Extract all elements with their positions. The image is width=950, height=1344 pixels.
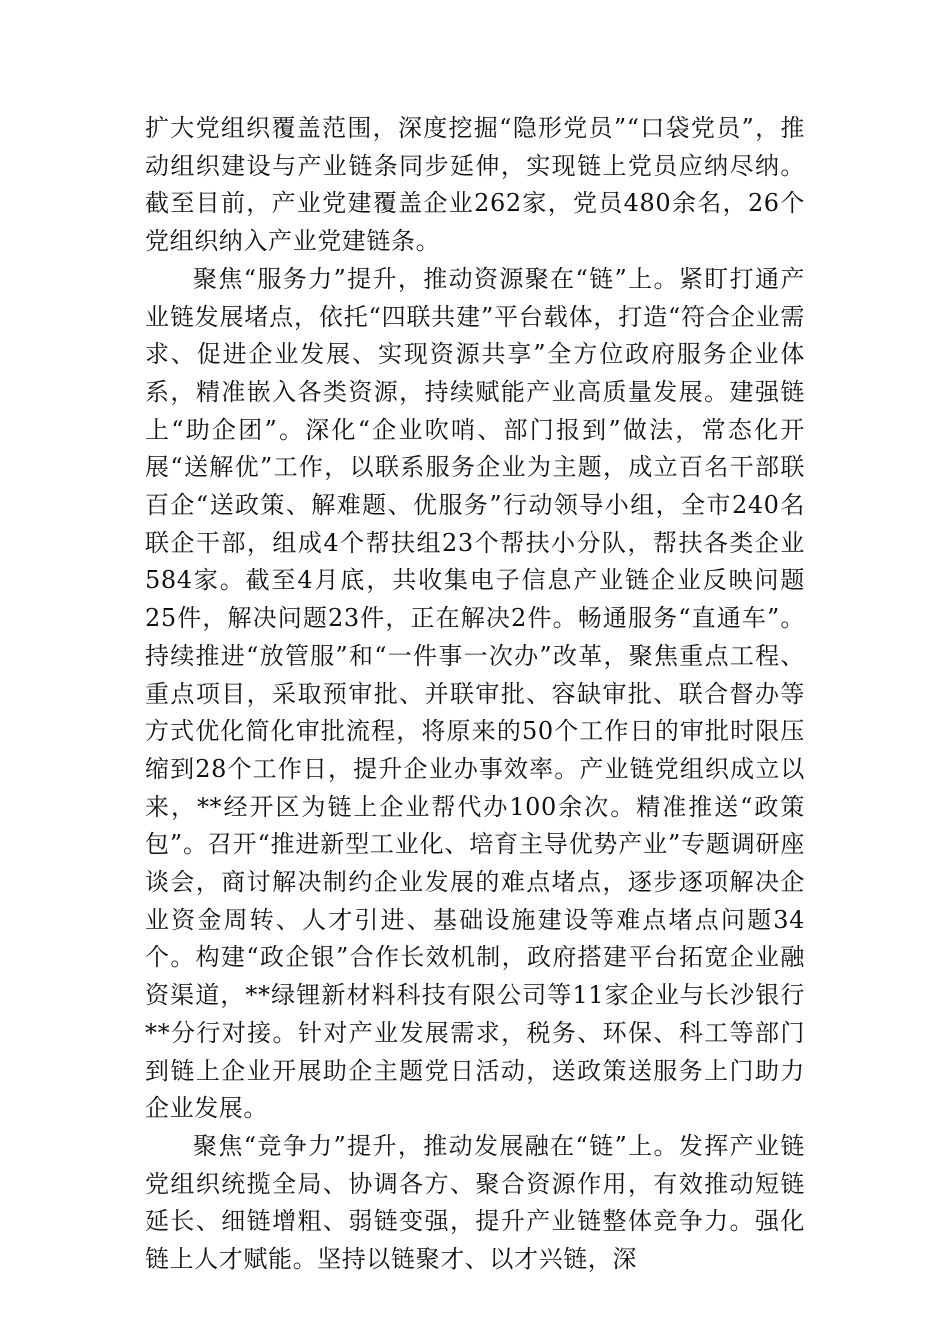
document-body bbox=[145, 110, 805, 1279]
paragraph-2: 聚焦“服务力”提升，推动资源聚在“链”上。紧盯打通产业链发展堵点，依托“四联共建”平台载体，打造“符合企业需求、促进企业发展、实现资源共享”全方位政府服务企业体系，精准嵌入各类资源，持续赋能产业高质量发展。建强链上“助企团”。深化“企业吹哨、部门报到”做法，常态化开展“送解优”工作，以联系服务企业为主题，成立百名干部联百企“送政策、解难题、优服务”行动领导小组，全市240名联企干部，组成4个帮扶组23个帮扶小分队，帮扶各类企业584家。截至4月底，共收集电子信息产业链企业反映问题25件，解决问题23件，正在解决2件。畅通服务“直通车”。持续推进“放管服”和“一件事一次办”改革，聚焦重点工程、重点项目，采取预审批、并联审批、容缺审批、联合督办等方式优化简化审批流程，将原来的50个工作日的审批时限压缩到28个工作日，提升企业办事效率。产业链党组织成立以来，**经开区为链上企业帮代办100余次。精准推送“政策包”。召开“推进新型工业化、培育主导优势产业”专题调研座谈会，商讨解决制约企业发展的难点堵点，逐步逐项解决企业资金周转、人才引进、基础设施建设等难点堵点问题34个。构建“政企银”合作长效机制，政府搭建平台拓宽企业融资渠道，**绿锂新材料科技有限公司等11家企业与长沙银行**分行对接。针对产业发展需求，税务、环保、科工等部门到链上企业开展助企主题党日活动，送政策送服务上门助力企业发展。 bbox=[145, 264, 805, 1123]
paragraph-3: 聚焦“竞争力”提升，推动发展融在“链”上。发挥产业链党组织统揽全局、协调各方、聚合资源作用，有效推动短链延长、细链增粗、弱链变强，提升产业链整体竞争力。强化链上人才赋能。坚持以链聚才、以才兴链，深 bbox=[145, 1131, 805, 1274]
paragraph-1: 扩大党组织覆盖范围，深度挖掘“隐形党员”“口袋党员”，推动组织建设与产业链条同步延伸，实现链上党员应纳尽纳。截至目前，产业党建覆盖企业262家，党员480余名，26个党组织纳入产业党建链条。 bbox=[145, 114, 805, 256]
